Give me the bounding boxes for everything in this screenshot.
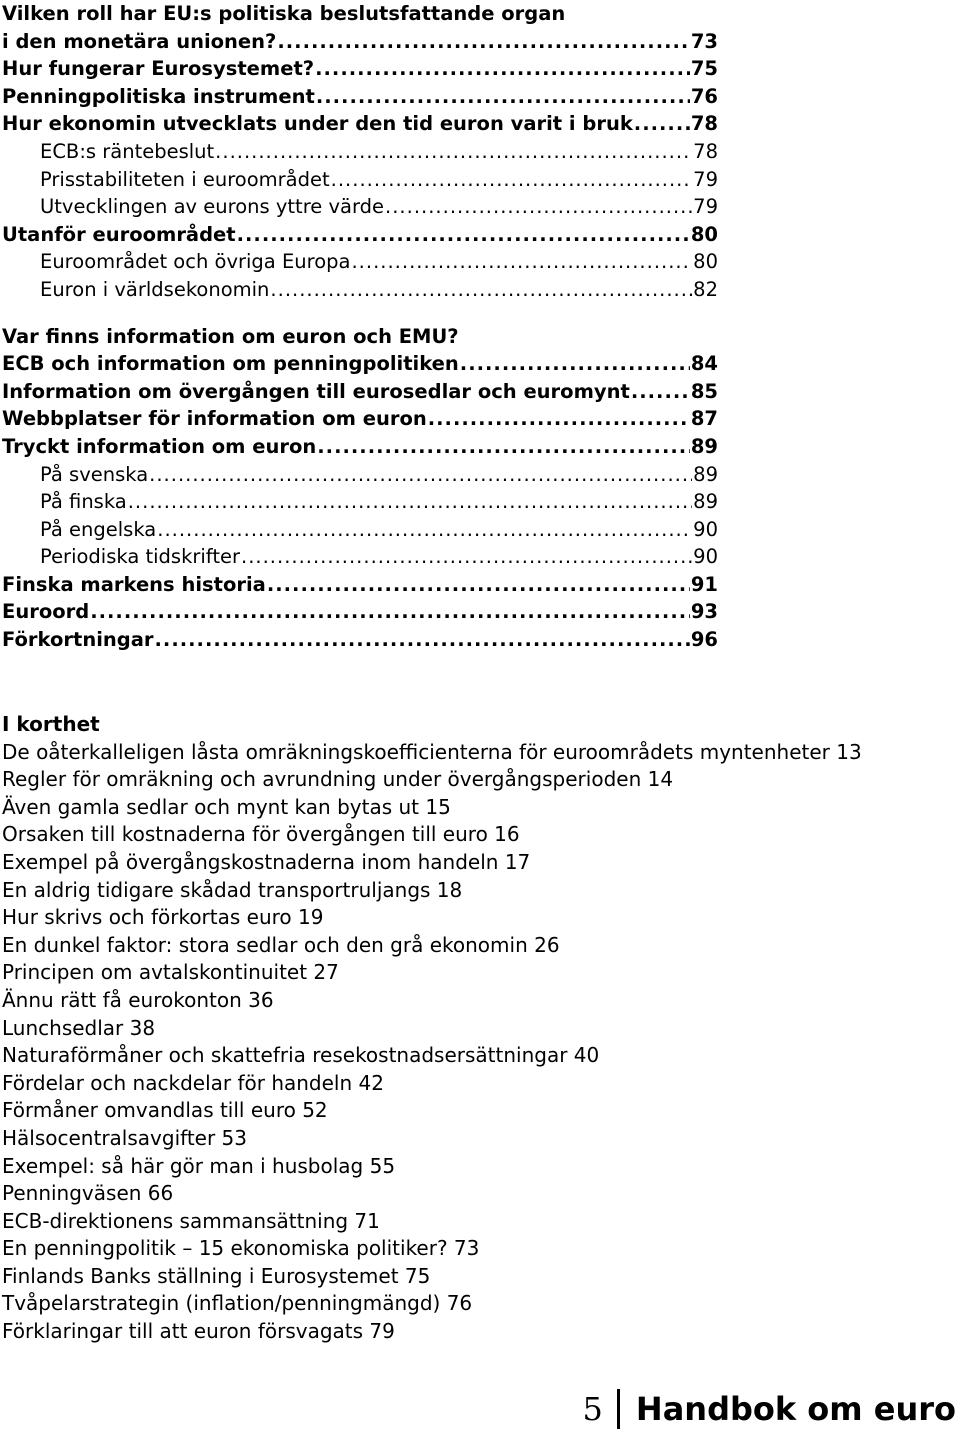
toc-entry-label: Vilken roll har EU:s politiska beslutsfattande organ — [2, 2, 566, 25]
i-korthet-item: De oåterkalleligen låsta omräkningskoefficienterna för euroområdets myntenheter 13 — [2, 739, 862, 764]
toc-section-heading: Var finns information om euron och EMU? — [2, 324, 459, 348]
toc-entry-page: 89 — [690, 434, 718, 458]
toc-leader-dots — [428, 405, 690, 433]
toc-entry-label: Webbplatser för information om euron — [2, 407, 427, 431]
toc-leader-dots — [277, 28, 690, 56]
i-korthet-item: En aldrig tidigare skådad transportruljangs 18 — [2, 877, 463, 902]
page-number: 5 — [582, 1390, 603, 1428]
toc-entry — [2, 461, 718, 489]
toc-entry-label: Finska markens historia — [2, 572, 266, 596]
i-korthet-item: Lunchsedlar 38 — [2, 1015, 156, 1040]
toc-entry-page: 84 — [690, 352, 718, 376]
toc-entry-page: 87 — [690, 407, 718, 431]
toc-leader-dots — [317, 433, 690, 461]
toc-entry — [2, 138, 718, 166]
toc-leader-dots — [351, 248, 692, 276]
i-korthet-item: Hälsocentralsavgifter 53 — [2, 1125, 247, 1150]
i-korthet-item: Finlands Banks ställning i Eurosystemet 75 — [2, 1263, 431, 1288]
toc-entry-page: 90 — [693, 545, 718, 569]
toc-entry — [2, 405, 718, 433]
toc-entry-page: 90 — [693, 517, 718, 541]
i-korthet-item: Ännu rätt få eurokonton 36 — [2, 987, 274, 1012]
toc-entry-page: 79 — [693, 167, 718, 191]
i-korthet-item: Exempel: så här gör man i husbolag 55 — [2, 1153, 396, 1178]
toc-entry-page: 89 — [693, 462, 718, 486]
toc-leader-dots — [157, 516, 692, 544]
toc-entry — [2, 543, 718, 571]
toc-leader-dots — [215, 138, 692, 166]
toc-leader-dots — [634, 110, 690, 138]
toc-entry — [2, 488, 718, 516]
i-korthet-item: En dunkel faktor: stora sedlar och den grå ekonomin 26 — [2, 932, 560, 957]
toc-entry — [2, 350, 718, 378]
toc-continued-line-1 — [2, 0, 718, 28]
toc-entry — [2, 166, 718, 194]
toc-entry-page: 93 — [690, 600, 718, 624]
toc-entry-page: 73 — [690, 29, 718, 53]
i-korthet-list — [2, 739, 952, 1346]
toc-leader-dots — [128, 488, 692, 516]
i-korthet-item: En penningpolitik – 15 ekonomiska politiker? 73 — [2, 1236, 480, 1261]
i-korthet-item: ECB-direktionens sammansättning 71 — [2, 1208, 380, 1233]
toc-entry-page: 80 — [690, 222, 718, 246]
i-korthet-item: Även gamla sedlar och mynt kan bytas ut 15 — [2, 794, 451, 819]
toc-entry-page: 85 — [690, 379, 718, 403]
toc-entry — [2, 378, 718, 406]
toc-entry-label: Penningpolitiska instrument — [2, 84, 315, 108]
book-title: Handbok om euro — [635, 1390, 956, 1428]
toc-entry — [2, 248, 718, 276]
toc-entry — [2, 598, 718, 626]
toc-entry — [2, 193, 718, 221]
i-korthet-title: I korthet — [2, 712, 100, 736]
toc-entry — [2, 221, 718, 249]
toc-leader-dots — [270, 276, 692, 304]
toc-entry-label: Hur fungerar Eurosystemet? — [2, 57, 315, 81]
toc-entry — [2, 83, 718, 111]
toc-entry-page: 76 — [690, 84, 718, 108]
toc-leader-dots — [316, 83, 690, 111]
toc-leader-dots — [155, 626, 690, 654]
toc-entry-label: Euroord — [2, 600, 90, 624]
i-korthet-item: Tvåpelarstrategin (inflation/penningmängd) 76 — [2, 1291, 473, 1316]
toc-leader-dots — [267, 571, 690, 599]
toc-entries-list — [2, 55, 718, 303]
toc-entry-page: 78 — [693, 139, 718, 163]
toc-entry-page: 78 — [690, 112, 718, 136]
toc-entry-label: Utvecklingen av eurons yttre värde — [40, 195, 385, 219]
toc-entry-page: 96 — [690, 628, 718, 652]
toc-section-entries-list — [2, 350, 718, 654]
toc-entry-label: På svenska — [40, 462, 149, 486]
toc-leader-dots — [237, 221, 690, 249]
toc-entry-label: På finska — [40, 490, 127, 514]
toc-entry — [2, 626, 718, 654]
i-korthet-item: Förklaringar till att euron försvagats 79 — [2, 1319, 395, 1344]
toc-entry — [2, 571, 718, 599]
i-korthet-item: Regler för omräkning och avrundning under övergångsperioden 14 — [2, 767, 674, 792]
toc-leader-dots — [385, 193, 692, 221]
toc-leader-dots — [149, 461, 692, 489]
toc-leader-dots — [460, 350, 690, 378]
i-korthet-item: Penningväsen 66 — [2, 1181, 174, 1206]
toc-leader-dots — [90, 598, 690, 626]
i-korthet-item: Hur skrivs och förkortas euro 19 — [2, 905, 324, 930]
toc-continued-line-2 — [2, 28, 718, 56]
i-korthet-item: Naturaförmåner och skattefria resekostnadsersättningar 40 — [2, 1043, 600, 1068]
i-korthet-item: Fördelar och nackdelar för handeln 42 — [2, 1070, 384, 1095]
toc-entry-label: ECB och information om penningpolitiken — [2, 352, 459, 376]
toc-entry — [2, 516, 718, 544]
i-korthet-item: Exempel på övergångskostnaderna inom handeln 17 — [2, 849, 531, 874]
toc-entry-page: 79 — [693, 195, 718, 219]
toc-entry-label: På engelska — [40, 517, 157, 541]
toc-entry-label: ECB:s räntebeslut — [40, 139, 215, 163]
toc-entry — [2, 276, 718, 304]
i-korthet-item: Principen om avtalskontinuitet 27 — [2, 960, 339, 985]
table-of-contents — [2, 0, 718, 654]
footer-divider — [617, 1389, 620, 1429]
toc-entry — [2, 55, 718, 83]
toc-leader-dots — [315, 55, 690, 83]
toc-entry-label: Euroområdet och övriga Europa — [40, 250, 351, 274]
toc-entry-page: 75 — [690, 57, 718, 81]
toc-entry-label: Periodiska tidskrifter — [40, 545, 240, 569]
toc-entry-page: 80 — [693, 250, 718, 274]
toc-entry-label: Tryckt information om euron — [2, 434, 317, 458]
i-korthet-item: Förmåner omvandlas till euro 52 — [2, 1098, 328, 1123]
toc-entry — [2, 110, 718, 138]
toc-entry-label: Förkortningar — [2, 628, 154, 652]
i-korthet-item: Orsaken till kostnaderna för övergången till euro 16 — [2, 822, 520, 847]
toc-entry-label: i den monetära unionen? — [2, 29, 277, 53]
toc-entry-label: Utanför euroområdet — [2, 222, 236, 246]
toc-entry-label: Hur ekonomin utvecklats under den tid euron varit i bruk — [2, 112, 633, 136]
toc-entry-label: Information om övergången till eurosedlar och euromynt — [2, 379, 630, 403]
toc-leader-dots — [631, 378, 690, 406]
toc-entry-page: 82 — [693, 277, 718, 301]
toc-entry-label: Prisstabiliteten i euroområdet — [40, 167, 330, 191]
toc-entry-page: 91 — [690, 572, 718, 596]
page-footer — [583, 1386, 956, 1432]
toc-entry-page: 89 — [693, 490, 718, 514]
toc-leader-dots — [331, 166, 693, 194]
i-korthet-box — [2, 711, 952, 1346]
toc-entry-label: Euron i världsekonomin — [40, 277, 270, 301]
toc-entry — [2, 433, 718, 461]
toc-leader-dots — [241, 543, 692, 571]
